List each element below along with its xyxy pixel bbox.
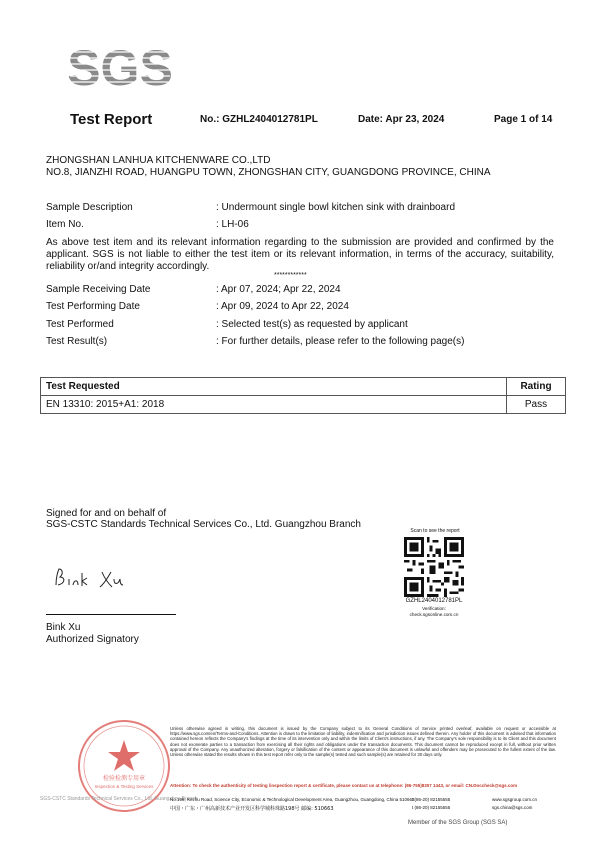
qr-verification-site: check.sgsonline.com.cn	[409, 612, 459, 617]
telephone-2: t (86-20) 82155555	[412, 805, 451, 810]
signed-on-behalf-text: Signed for and on behalf of	[46, 508, 167, 519]
receiving-date-label: Sample Receiving Date	[46, 284, 151, 295]
receiving-date-value: : Apr 07, 2024; Apr 22, 2024	[216, 284, 341, 295]
test-standard-cell: EN 13310: 2015+A1: 2018	[41, 396, 507, 414]
report-number: No.: GZHL2404012781PL	[200, 114, 318, 125]
sample-description-value: : Undermount single bowl kitchen sink with drainboard	[216, 202, 456, 213]
website-link[interactable]: www.sgsgroup.com.cn	[492, 797, 538, 802]
performing-date-label: Test Performing Date	[46, 301, 140, 312]
table-row	[41, 396, 566, 414]
telephone-1: t (86-20) 82155555	[412, 797, 451, 802]
qr-code-icon[interactable]	[404, 537, 464, 597]
sample-description-label: Sample Description	[46, 202, 133, 213]
handwritten-signature	[50, 563, 140, 595]
signature-line	[46, 614, 176, 615]
stamp-branch-text: SGS-CSTC Standards Technical Services Co., Ltd. Guangzhou Branch	[40, 796, 198, 802]
signatory-name: Bink Xu	[46, 622, 81, 633]
rating-cell: Pass	[507, 396, 566, 414]
company-name: ZHONGSHAN LANHUA KITCHENWARE CO.,LTD	[46, 155, 271, 166]
member-text: Member of the SGS Group (SGS SA)	[408, 820, 508, 826]
stamp-chinese-text: 检验检测专用章	[102, 775, 146, 782]
test-results-label: Test Result(s)	[46, 336, 108, 347]
email-link[interactable]: sgs.china@sgs.com	[492, 805, 533, 810]
separator-stars: ************	[274, 272, 307, 279]
qr-report-code: GZHL2404012781PL	[405, 598, 463, 604]
test-performed-label: Test Performed	[46, 319, 114, 330]
test-requested-table	[40, 377, 566, 414]
page-indicator: Page 1 of 14	[494, 114, 553, 125]
test-performed-value: : Selected test(s) as requested by applicant	[216, 319, 408, 330]
signatory-role: Authorized Signatory	[46, 634, 139, 645]
test-results-value: : For further details, please refer to the following page(s)	[216, 336, 465, 347]
attention-text: Attention: To check the authenticity of testing /inspection report & certificate, please contact us at telephone: (86-755)8307 1443, or email: CN.Doccheck@sgs.com	[170, 783, 518, 788]
sgs-logo	[67, 38, 173, 96]
rating-header: Rating	[507, 378, 566, 396]
qr-caption: Scan to see the report	[410, 528, 460, 534]
terms-text: Unless otherwise agreed in writing, this document is issued by the Company subject to its General Conditions of Service printed overleaf, available on request or accessible at https://www.sgs.com/en/Terms-and-Conditions. Attention is drawn to the limitation of liability, indemnification and jurisdiction issues defined therein. Any holder of this document is advised that information contained hereon reflects the Company's findings at the time of its intervention only and within the limits of Client's instructions, if any. The Company's sole responsibility is to its Client and this document does not exonerate parties to a transaction from exercising all their rights and obligations under the transaction documents. This document cannot be reproduced except in full, without prior written approval of the Company. Any unauthorized alteration, forgery or falsification of the content or appearance of this document is unlawful and offenders may be prosecuted to the fullest extent of the law. Unless otherwise stated the results shown in this test report refer only to the sample(s) tested and such sample(s) are retained for 30 days only.	[170, 726, 556, 758]
table-header-row	[41, 378, 566, 396]
performing-date-value: : Apr 09, 2024 to Apr 22, 2024	[216, 301, 349, 312]
report-date: Date: Apr 23, 2024	[358, 114, 445, 125]
report-title: Test Report	[70, 111, 153, 128]
sgs-logo-text: SGS	[67, 40, 173, 96]
company-address: NO.8, JIANZHI ROAD, HUANGPU TOWN, ZHONGSHAN CITY, GUANGDONG PROVINCE, CHINA	[46, 167, 491, 178]
test-requested-header: Test Requested	[41, 378, 507, 396]
qr-verification-label: Verification:	[422, 606, 446, 611]
item-no-label: Item No.	[46, 219, 84, 230]
item-no-value: : LH-06	[216, 219, 249, 230]
address-chinese: 中国・广东・广州高新技术产业开发区科学城科珠路198号 邮编: 510663	[170, 806, 334, 812]
address-english: No.198, Kezhu Road, Science City, Economic & Technological Development Area, Guangzhou, Guangdong, China 510663	[170, 797, 415, 802]
signing-company: SGS-CSTC Standards Technical Services Co., Ltd. Guangzhou Branch	[46, 519, 361, 530]
disclaimer-text: As above test item and its relevant information regarding to the submission are provided and confirmed by the applicant. SGS is not liable to either the test item or its relevant information, in terms of the accuracy, suitability, reliability or/and integrity accordingly.	[46, 237, 554, 272]
stamp-inner-text: Inspection & Testing Services	[94, 784, 154, 789]
